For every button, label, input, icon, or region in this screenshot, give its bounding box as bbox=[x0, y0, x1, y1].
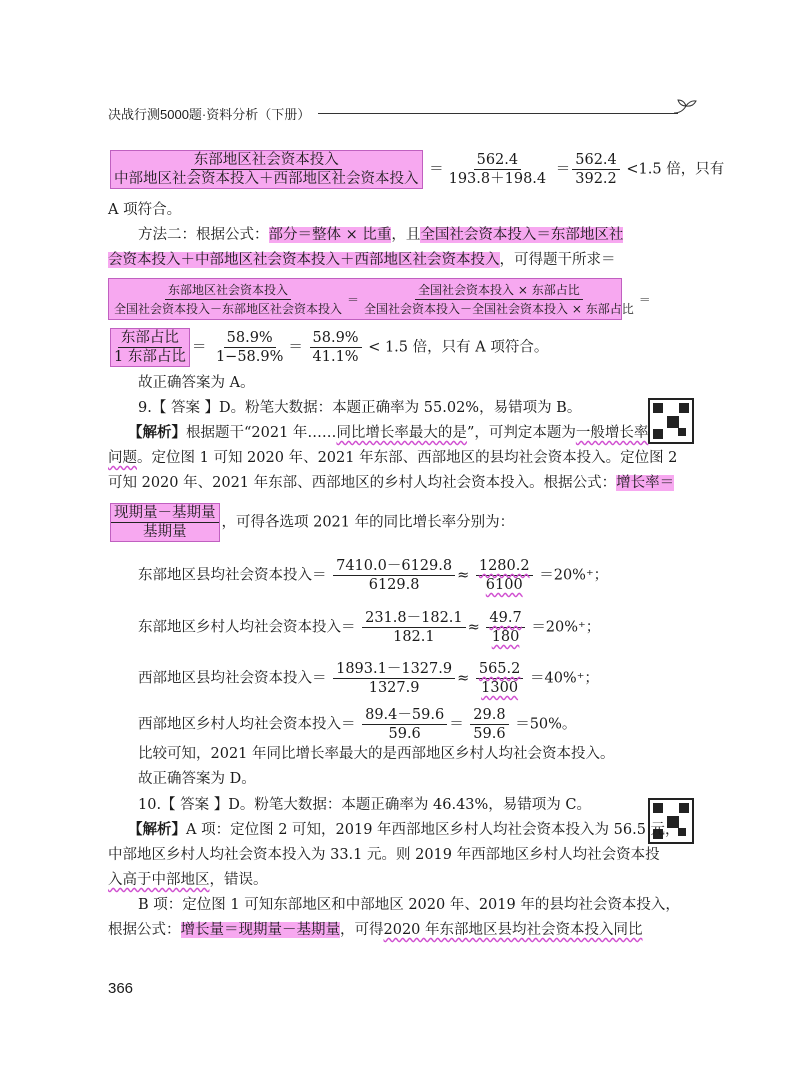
method2-formula-box: $\frac{\text{东部地区社会资本投入}}{\text{全国社会资本投入－东部地区社会资本投入}}$ ＝ $\frac{\text{全国社会资本投入 × 东部占比}}{\text{全国社会资本投入－全国社会资本投入 × 东部占比}}$ ＝ bbox=[108, 278, 622, 320]
q9-jx-line2: 问题。定位图 1 可知 2020 年、2021 年东部、西部地区的县均社会资本投入。定位图 2 bbox=[108, 450, 678, 466]
qr-code-icon[interactable] bbox=[648, 398, 694, 444]
q9-row: 东部地区乡村人均社会资本投入＝ $\frac{231.8-182.1}{182.1}$ ≈ $\frac{49.7}{180}$ ＝20%⁺； bbox=[138, 610, 601, 645]
q9-row: 东部地区县均社会资本投入＝ $\frac{7410.0-6129.8}{6129.8}$ ≈ $\frac{1280.2}{6100}$ ＝20%⁺； bbox=[138, 558, 609, 593]
q10-jx-line3: 入高于中部地区，错误。 bbox=[108, 872, 268, 888]
q10-jx-line2: 中部地区乡村人均社会资本投入为 33.1 元。则 2019 年西部地区乡村人均社会资本投 bbox=[108, 847, 660, 863]
block1-formula: $\frac{\text{东部地区社会资本投入}}{\text{中部地区社会资本投入＋西部地区社会资本投入}}$ ＝ $\frac{562.4}{193.8+198.4}$ ＝ $\frac{562.4}{392.2}$ <1.5 倍，只有 bbox=[108, 150, 724, 189]
q10-jx-line1: 【解析】A 项：定位图 2 可知，2019 年西部地区乡村人均社会资本投入为 56.5 元， bbox=[128, 821, 680, 838]
q9-compare: 比较可知，2021 年同比增长率最大的是西部地区乡村人均社会资本投入。 bbox=[138, 746, 615, 762]
q9-jx-line4: $\frac{\text{现期量－基期量}}{\text{基期量}}$ ，可得各选项 2021 年的同比增长率分别为： bbox=[108, 503, 514, 542]
page-header: 决战行测5000题·资料分析（下册） bbox=[108, 107, 311, 122]
method2-line1: 方法二：根据公式：部分＝整体 × 比重，且全国社会资本投入＝东部地区社 bbox=[138, 227, 624, 243]
method2-line4: $\frac{\text{东部占比}}{\text{1 东部占比}}$ ＝ $\frac{58.9\%}{1-58.9\%}$ ＝ $\frac{58.9\%}{41.1\%}$ < 1.5 倍，只有 A 项符合。 bbox=[108, 328, 548, 367]
q9-jx-line1: 【解析】根据题干“2021 年……同比增长率最大的是”，可判定本题为一般增长率 bbox=[128, 424, 649, 441]
q9-answer: 9.【 答案 】D。粉笔大数据：本题正确率为 55.02%，易错项为 B。 bbox=[138, 400, 582, 416]
q10-b-line1: B 项：定位图 1 可知东部地区和中部地区 2020 年、2019 年的县均社会资本投入， bbox=[138, 897, 680, 913]
leaf-icon bbox=[672, 98, 700, 120]
q10-answer: 10.【 答案 】D。粉笔大数据：本题正确率为 46.43%，易错项为 C。 bbox=[138, 797, 592, 813]
q9-jx-line3: 可知 2020 年、2021 年东部、西部地区的乡村人均社会资本投入。根据公式：增长率＝ bbox=[108, 475, 675, 491]
q10-b-line2: 根据公式：增长量＝现期量－基期量，可得2020 年东部地区县均社会资本投入同比 bbox=[108, 922, 643, 938]
block1-line2: A 项符合。 bbox=[108, 202, 182, 218]
answer8-final: 故正确答案为 A。 bbox=[138, 375, 255, 391]
q9-final: 故正确答案为 D。 bbox=[138, 771, 256, 787]
header-rule bbox=[318, 113, 678, 114]
method2-line2: 会资本投入＋中部地区社会资本投入＋西部地区社会资本投入，可得题干所求＝ bbox=[108, 252, 616, 268]
highlight-fraction: $\frac{\text{东部地区社会资本投入}}{\text{中部地区社会资本投入＋西部地区社会资本投入}}$ bbox=[110, 150, 423, 189]
q9-row: 西部地区县均社会资本投入＝ $\frac{1893.1-1327.9}{1327.9}$ ≈ $\frac{565.2}{1300}$ ＝40%⁺； bbox=[138, 661, 599, 696]
page-number: 366 bbox=[108, 980, 134, 997]
q9-row: 西部地区乡村人均社会资本投入＝ $\frac{89.4-59.6}{59.6}$ ＝ $\frac{29.8}{59.6}$ ＝50%。 bbox=[138, 707, 577, 742]
